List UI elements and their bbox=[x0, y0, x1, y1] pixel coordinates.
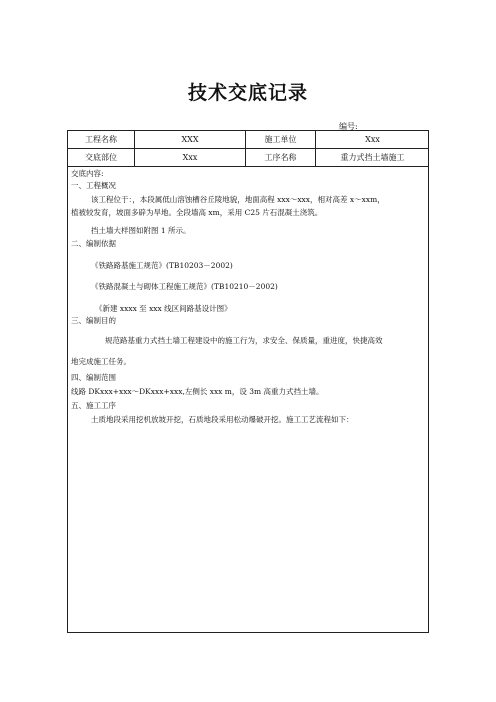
section-1-paragraph-line-2: 植被较发育，坡面多辟为旱地。全段墙高 xm，采用 C25 片石混凝土浇筑。 bbox=[71, 208, 323, 217]
section-3-title: 三、编制目的 bbox=[71, 316, 116, 325]
section-1-paragraph-line-1: 该工程位于：，本段属低山溶蚀槽谷丘陵地貌，地面高程 xxx～xxx，相对高差 x～xxm， bbox=[91, 195, 385, 204]
disclosure-part-value: Xxx bbox=[135, 149, 246, 166]
construction-unit-value: Xxx bbox=[365, 135, 380, 144]
section-3-paragraph-line-2: 地完成施工任务。 bbox=[71, 357, 131, 366]
section-1-paragraph-line-3: 挡土墙大样图如附图 1 所示。 bbox=[91, 226, 191, 235]
section-1-title: 一、工程概况 bbox=[71, 181, 116, 190]
project-name-value: XXX bbox=[135, 131, 246, 148]
section-5-title: 五、施工工序 bbox=[71, 401, 116, 410]
project-name-label: 工程名称 bbox=[68, 131, 135, 148]
table-row-part bbox=[68, 149, 428, 167]
section-3-paragraph-line-1: 规范路基重力式挡土墙工程建设中的施工行为，求安全、保质量，重进度，快捷高效 bbox=[105, 336, 383, 345]
section-4-title: 四、编制范围 bbox=[71, 373, 116, 382]
disclosure-record-table bbox=[67, 130, 429, 633]
table-row-project bbox=[68, 131, 428, 149]
section-4-paragraph: 线路 DKxxx+xxx～DKxxx+xxx,左侧长 xxx m，设 3m 高重力式挡土墙。 bbox=[71, 387, 324, 396]
serial-number-label: 编号: bbox=[339, 122, 358, 131]
process-name-label: 工序名称 bbox=[246, 149, 316, 166]
reference-item-2: 《铁路混凝土与砌体工程施工规范》(TB10210－2002) bbox=[91, 282, 278, 291]
document-title: 技术交底记录 bbox=[187, 82, 308, 104]
process-name-value: 重力式挡土墙施工 bbox=[340, 153, 405, 162]
reference-item-3: 《新建 xxxx 至 xxx 线区间路基设计图》 bbox=[95, 304, 232, 313]
reference-item-1: 《铁路路基施工规范》(TB10203－2002) bbox=[91, 261, 233, 270]
construction-unit-label: 施工单位 bbox=[246, 131, 316, 148]
content-heading: 交底内容: bbox=[71, 169, 104, 178]
disclosure-part-label: 交底部位 bbox=[68, 149, 135, 166]
section-5-paragraph: 土质地段采用挖机放坡开挖，石质地段采用松动爆破开挖。施工工艺流程如下： bbox=[91, 415, 354, 424]
section-2-title: 二、编制依据 bbox=[71, 239, 116, 248]
